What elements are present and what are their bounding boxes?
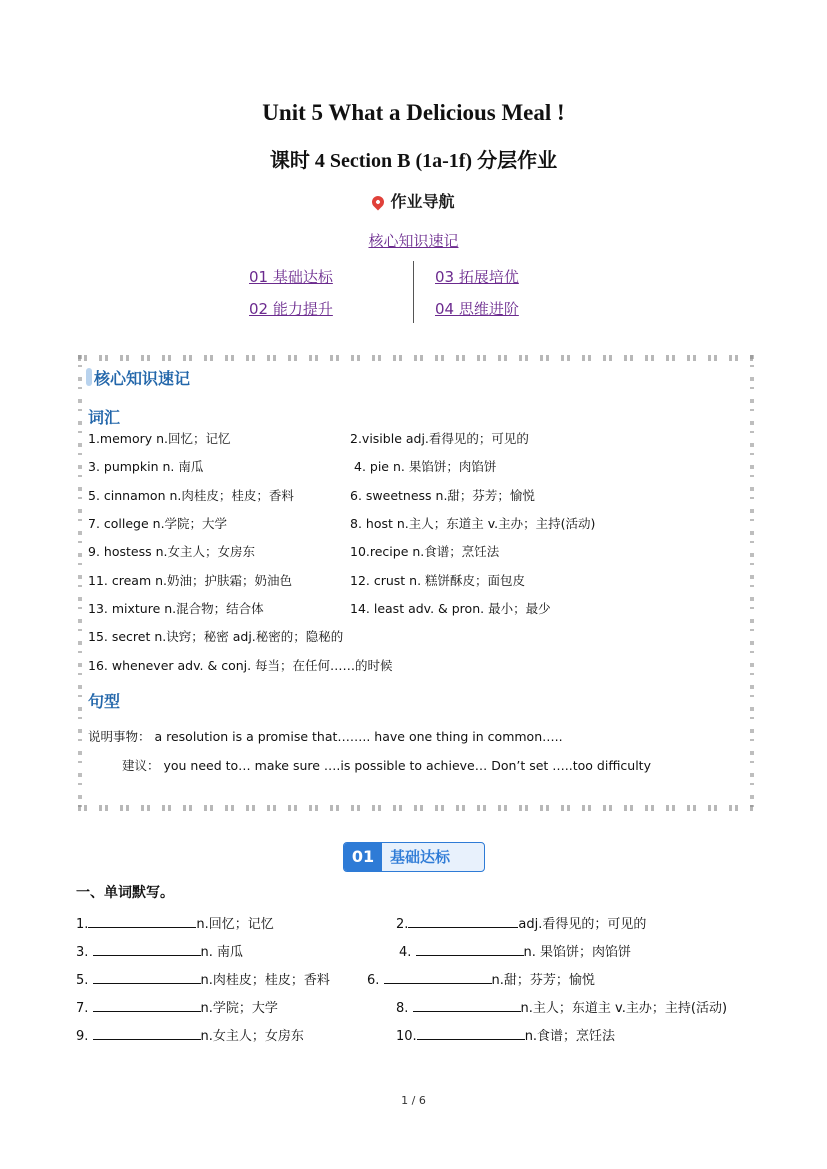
exercise-heading: 一、单词默写。 bbox=[76, 885, 174, 901]
nav-link-02[interactable]: 02 能力提升 bbox=[249, 300, 333, 318]
exercise-item: 3. n. 南瓜 bbox=[76, 945, 244, 960]
nav-link-01[interactable]: 01 基础达标 bbox=[249, 268, 333, 286]
nav-link-03[interactable]: 03 拓展培优 bbox=[435, 268, 519, 286]
answer-blank[interactable] bbox=[384, 971, 492, 984]
exercise-item: 2. adj.看得见的；可见的 bbox=[396, 917, 647, 932]
vocab-item: 4. pie n. 果馅饼；肉馅饼 bbox=[354, 459, 497, 474]
section-label: 基础达标 bbox=[390, 848, 451, 866]
answer-blank[interactable] bbox=[93, 999, 201, 1012]
vocab-item: 16. whenever adv. & conj. 每当；在任何……的时候 bbox=[88, 658, 393, 673]
exercise-item: 4. n. 果馅饼；肉馅饼 bbox=[399, 945, 632, 960]
answer-blank[interactable] bbox=[417, 1027, 525, 1040]
vocab-item: 3. pumpkin n. 南瓜 bbox=[88, 459, 204, 474]
exercise-item: 8. n.主人；东道主 v.主办；主持(活动) bbox=[396, 1001, 728, 1016]
nav-link-core-knowledge[interactable]: 核心知识速记 bbox=[368, 232, 459, 250]
vocab-item: 10.recipe n.食谱；烹饪法 bbox=[350, 544, 500, 559]
vocab-item: 9. hostess n.女主人；女房东 bbox=[88, 544, 255, 559]
answer-blank[interactable] bbox=[408, 915, 518, 928]
nav-divider bbox=[413, 261, 414, 323]
vocab-item: 5. cinnamon n.肉桂皮；桂皮；香料 bbox=[88, 488, 294, 503]
answer-blank[interactable] bbox=[88, 915, 196, 928]
page-subtitle: 课时 4 Section B (1a-1f) 分层作业 bbox=[269, 150, 558, 172]
section-number: 01 bbox=[344, 843, 382, 871]
vocab-item: 13. mixture n.混合物；结合体 bbox=[88, 601, 264, 616]
exercise-item: 7. n.学院；大学 bbox=[76, 1001, 278, 1016]
vocab-item: 1.memory n.回忆；记忆 bbox=[88, 431, 231, 446]
page-number: 1 / 6 bbox=[401, 1094, 426, 1107]
answer-blank[interactable] bbox=[93, 971, 201, 984]
exercise-item: 6. n.甜；芬芳；愉悦 bbox=[367, 973, 595, 988]
sentence-line: 建议： you need to… make sure ….is possible to achieve… Don’t set …..too difficulty bbox=[122, 758, 651, 773]
knowledge-title: 核心知识速记 bbox=[86, 366, 190, 389]
answer-blank[interactable] bbox=[93, 1027, 201, 1040]
vocab-item: 12. crust n. 糕饼酥皮；面包皮 bbox=[350, 573, 526, 588]
exercise-item: 5. n.肉桂皮；桂皮；香料 bbox=[76, 973, 330, 988]
answer-blank[interactable] bbox=[416, 943, 524, 956]
vocab-item: 2.visible adj.看得见的；可见的 bbox=[350, 431, 529, 446]
exercise-item: 9. n.女主人；女房东 bbox=[76, 1029, 304, 1044]
answer-blank[interactable] bbox=[93, 943, 201, 956]
nav-link-04[interactable]: 04 思维进阶 bbox=[435, 300, 519, 318]
vocab-item: 14. least adv. & pron. 最小；最少 bbox=[350, 601, 551, 616]
vocab-item: 15. secret n.诀窍；秘密 adj.秘密的；隐秘的 bbox=[88, 629, 344, 644]
sentence-line: 说明事物： a resolution is a promise that…….. have one thing in common….. bbox=[88, 729, 563, 744]
nav-heading: 作业导航 bbox=[0, 189, 827, 212]
section-badge bbox=[343, 842, 485, 872]
vocab-item: 6. sweetness n.甜；芬芳；愉悦 bbox=[350, 488, 535, 503]
page-title: Unit 5 What a Delicious Meal ! bbox=[262, 100, 565, 125]
vocab-item: 7. college n.学院；大学 bbox=[88, 516, 228, 531]
vocab-heading: 词汇 bbox=[88, 408, 121, 427]
vocab-item: 11. cream n.奶油；护肤霜；奶油色 bbox=[88, 573, 292, 588]
sentence-heading: 句型 bbox=[88, 692, 121, 711]
exercise-item: 10. n.食谱；烹饪法 bbox=[396, 1029, 616, 1044]
exercise-item: 1. n.回忆；记忆 bbox=[76, 917, 274, 932]
answer-blank[interactable] bbox=[413, 999, 521, 1012]
vocab-item: 8. host n.主人；东道主 v.主办；主持(活动) bbox=[350, 516, 596, 531]
location-pin-icon bbox=[370, 194, 387, 211]
